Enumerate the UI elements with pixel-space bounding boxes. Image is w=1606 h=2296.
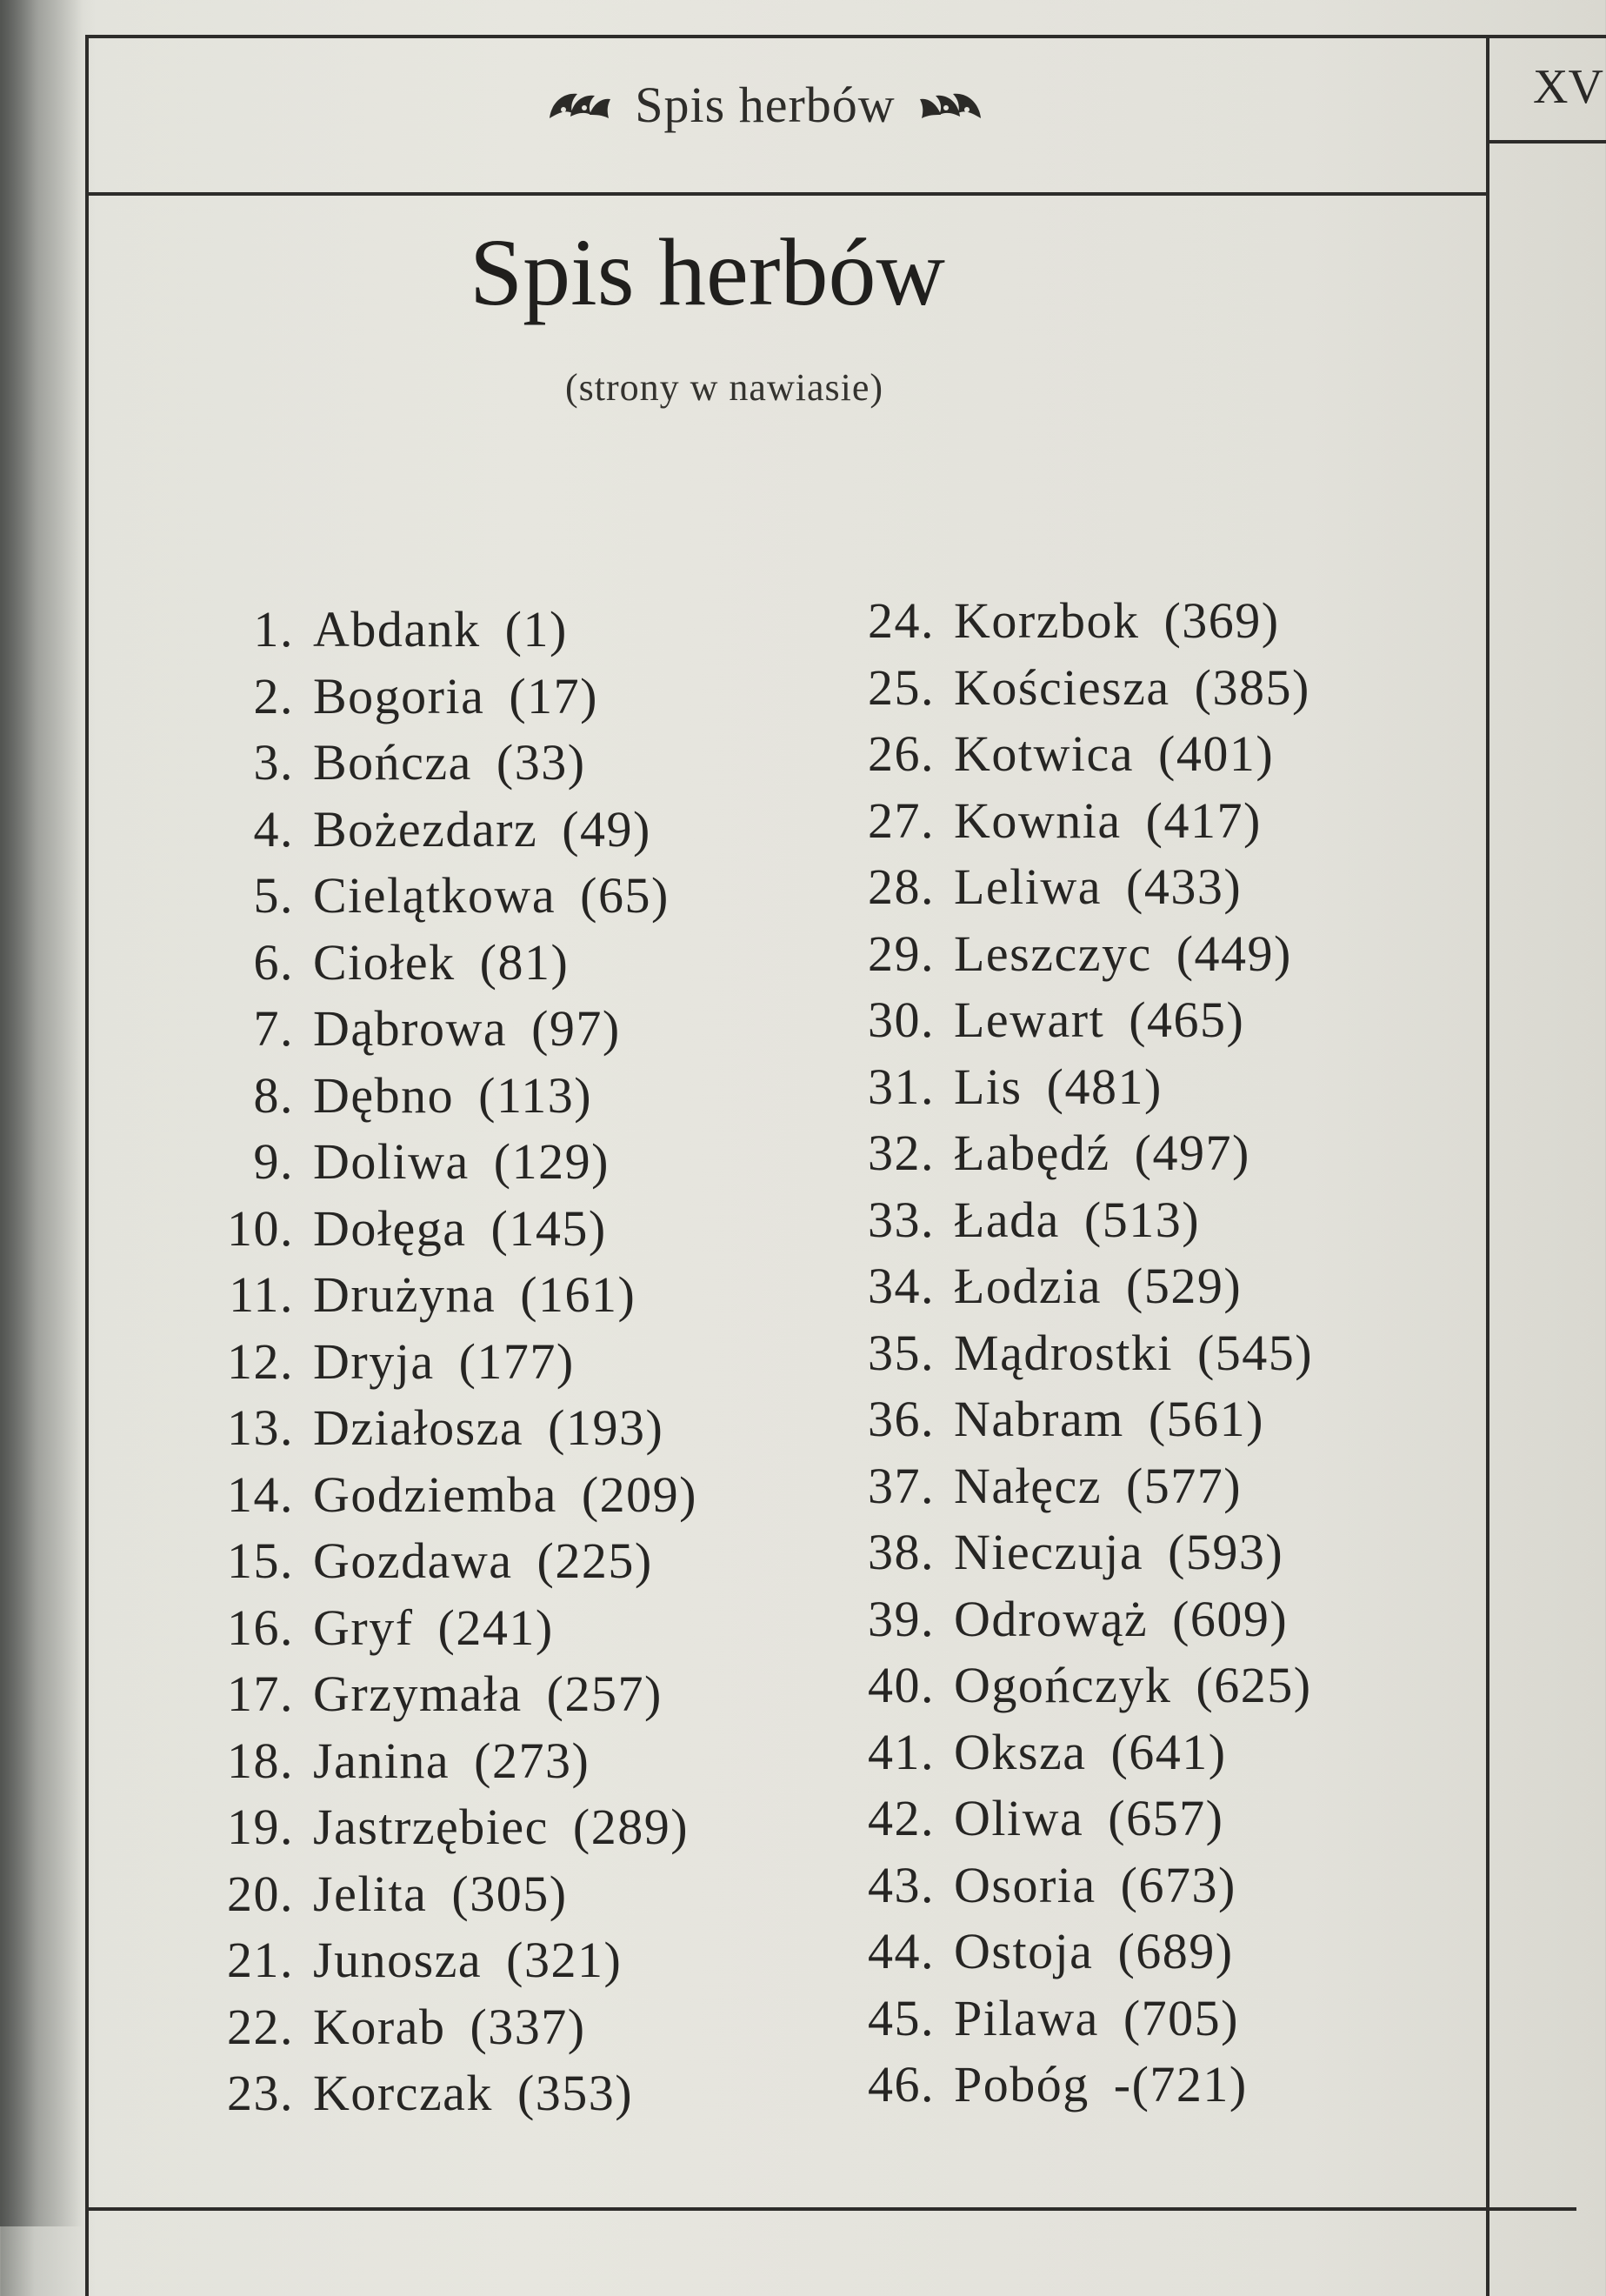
entry-page: (305) [451,1865,568,1922]
entry-number: 42. [868,1790,935,1846]
entry-page: (385) [1194,658,1310,716]
entry-number: 1. [253,601,294,657]
entry-page: (481) [1046,1058,1163,1115]
list-item [209,1398,697,1465]
entry-name: Działosza [313,1399,524,1456]
list-item [856,1590,1313,1657]
list-item [856,1457,1313,1524]
entry-number: 25. [868,658,935,716]
entry-page: (449) [1176,924,1292,982]
entry-number: 13. [227,1399,294,1456]
entry-number: 26. [868,725,935,782]
entry-number: 41. [868,1723,935,1780]
list-item [856,1124,1313,1191]
entry-page: (401) [1158,725,1275,782]
entry-page: (257) [546,1665,663,1722]
entry-number: 7. [253,1000,294,1057]
entry-name: Leliwa [954,858,1103,915]
page-subtitle: (strony w nawiasie) [565,366,884,409]
entry-name: Lewart [954,991,1105,1048]
entry-page: (49) [562,800,651,858]
entry-name: Łabędź [954,1125,1110,1181]
entry-name: Doliwa [313,1133,470,1190]
entry-number: 33. [868,1191,935,1248]
entry-page: (577) [1125,1457,1243,1514]
entry-page: (337) [470,1998,586,2055]
entry-page: (593) [1168,1524,1284,1580]
running-head [513,65,1017,144]
next-page-number: XV [1533,60,1603,114]
entry-number: 4. [253,800,294,858]
entry-number: 6. [253,933,294,991]
entry-page: (657) [1108,1790,1224,1846]
entry-page: (129) [493,1133,610,1190]
entry-name: Dryja [313,1332,435,1390]
entry-number: 17. [227,1665,294,1722]
list-item [856,658,1313,725]
list-item [209,1599,697,1665]
entry-name: Bończa [313,734,472,791]
list-item [209,1732,697,1799]
entry-name: Odrowąż [954,1590,1149,1647]
entry-number: 19. [227,1799,294,1855]
entry-name: Kownia [954,791,1122,849]
list-item [856,1390,1313,1457]
entry-number: 34. [868,1258,935,1314]
entry-number: 10. [227,1199,294,1257]
entry-number: 35. [868,1324,935,1381]
entry-page: (321) [506,1932,623,1988]
list-item [209,933,697,1000]
entry-name: Lis [954,1058,1023,1115]
list-item [856,1324,1313,1391]
entry-number: 9. [253,1133,294,1190]
list-item [856,1989,1313,2056]
entry-name: Leszczyc [954,924,1152,982]
bottom-rule [85,2207,1576,2211]
entry-number: 23. [227,2065,294,2121]
list-item [209,1865,697,1932]
entry-page: (641) [1110,1723,1227,1780]
entry-number: 15. [227,1532,294,1589]
list-item [209,999,697,1066]
list-item [209,1265,697,1332]
list-item [209,1532,697,1599]
entry-page: (513) [1083,1191,1201,1248]
list-item [209,1465,697,1532]
entry-name: Dąbrowa [313,1000,508,1057]
list-item [856,1856,1313,1923]
entry-name: Ostoja [954,1923,1094,1979]
entry-name: Łodzia [954,1258,1103,1314]
entry-number: 27. [868,791,935,849]
entry-name: Korab [313,1998,446,2055]
entry-number: 28. [868,858,935,915]
entry-name: Cielątkowa [313,867,556,924]
entry-name: Junosza [313,1932,483,1988]
list-item [209,667,697,734]
entry-number: 37. [868,1457,935,1514]
entry-number: 20. [227,1865,294,1922]
entry-name: Pobóg [954,2056,1090,2112]
entry-number: 29. [868,924,935,982]
list-item [209,1798,697,1865]
entry-page: (433) [1126,858,1243,915]
entry-name: Bożezdarz [313,800,538,858]
list-item [209,1931,697,1998]
entry-number: 46. [868,2056,935,2112]
entry-page: (465) [1129,991,1245,1048]
list-item [856,1723,1313,1790]
entry-name: Mądrostki [954,1324,1173,1381]
entry-page: (497) [1134,1125,1250,1181]
list-item [209,2064,697,2131]
entry-number: 40. [868,1657,935,1713]
entry-name: Kościesza [954,658,1170,716]
entry-page: (161) [520,1266,636,1323]
entry-name: Oliwa [954,1790,1084,1846]
list-item [209,866,697,933]
entry-number: 3. [253,734,294,791]
entry-name: Drużyna [313,1266,496,1323]
entry-number: 18. [227,1732,294,1789]
list-item [856,924,1313,991]
entry-name: Bogoria [313,667,485,724]
entry-name: Łada [954,1191,1060,1248]
left-index-column [209,600,697,2131]
entry-page: (209) [581,1465,697,1523]
entry-page: (65) [580,867,670,924]
list-item [856,2055,1313,2122]
entry-name: Dębno [313,1066,455,1124]
entry-number: 16. [227,1599,294,1656]
entry-page: -(721) [1113,2056,1248,2112]
entry-number: 5. [253,867,294,924]
entry-number: 21. [227,1932,294,1988]
entry-page: (289) [572,1799,690,1855]
entry-page: (673) [1120,1856,1236,1913]
list-item [209,1665,697,1732]
list-item [209,600,697,667]
list-item [856,591,1313,658]
entry-number: 44. [868,1923,935,1979]
entry-page: (369) [1163,592,1280,649]
entry-page: (17) [509,667,598,724]
entry-name: Abdank [313,601,481,657]
entry-name: Osoria [954,1856,1096,1913]
entry-name: Godziemba [313,1465,557,1523]
entry-page: (529) [1126,1258,1243,1314]
entry-name: Nałęcz [954,1457,1102,1514]
entry-number: 45. [868,1989,935,2046]
entry-name: Jelita [313,1865,428,1922]
entry-number: 38. [868,1524,935,1580]
entry-name: Jastrzębiec [313,1799,549,1855]
entry-name: Janina [313,1732,450,1789]
right-leaf-ornament-icon [916,83,984,125]
entry-page: (193) [548,1399,664,1456]
entry-page: (97) [531,1000,621,1057]
list-item [209,1332,697,1399]
entry-page: (1) [504,601,568,657]
entry-name: Kotwica [954,725,1134,782]
entry-page: (177) [458,1332,575,1390]
list-item [856,1257,1313,1324]
entry-page: (625) [1196,1657,1312,1713]
entry-page: (545) [1196,1324,1314,1381]
list-item [856,1656,1313,1723]
entry-page: (609) [1172,1590,1289,1647]
entry-name: Korzbok [954,592,1140,649]
list-item [856,1922,1313,1989]
entry-name: Gozdawa [313,1532,513,1589]
entry-name: Oksza [954,1723,1087,1780]
entry-page: (689) [1117,1923,1234,1979]
entry-page: (705) [1123,1989,1239,2046]
entry-page: (241) [437,1599,554,1656]
page-title: Spis herbów [470,219,945,325]
list-item [856,1789,1313,1856]
list-item [209,800,697,867]
entry-name: Ogończyk [954,1657,1172,1713]
list-item [856,1523,1313,1590]
entry-number: 24. [868,592,935,649]
entry-page: (273) [474,1732,590,1789]
entry-number: 30. [868,991,935,1048]
list-item [856,791,1313,858]
entry-number: 8. [253,1066,294,1124]
list-item [856,858,1313,924]
page-gutter-shadow [0,0,83,2226]
entry-name: Dołęga [313,1199,467,1257]
entry-page: (225) [536,1532,653,1589]
entry-name: Korczak [313,2065,493,2121]
list-item [209,733,697,800]
entry-number: 11. [229,1266,294,1323]
entry-number: 22. [227,1998,294,2055]
entry-name: Grzymała [313,1665,523,1722]
entry-name: Ciołek [313,933,456,991]
entry-page: (353) [516,2065,634,2121]
entry-number: 36. [868,1391,935,1447]
entry-number: 43. [868,1856,935,1913]
list-item [209,1132,697,1199]
list-item [856,1058,1313,1125]
entry-number: 31. [868,1058,935,1115]
entry-number: 39. [868,1590,935,1647]
entry-name: Nabram [954,1391,1124,1447]
entry-page: (113) [478,1066,593,1124]
entry-page: (33) [496,734,586,791]
list-item [209,1998,697,2065]
running-head-title: Spis herbów [635,76,896,133]
right-index-column [856,591,1313,2122]
entry-page: (417) [1145,791,1262,849]
entry-page: (81) [479,933,570,991]
entry-page: (145) [490,1199,607,1257]
entry-number: 12. [227,1332,294,1390]
entry-number: 2. [253,667,294,724]
list-item [209,1199,697,1266]
entry-name: Nieczuja [954,1524,1144,1580]
entry-name: Pilawa [954,1989,1099,2046]
entry-number: 32. [868,1125,935,1181]
left-leaf-ornament-icon [546,83,614,125]
list-item [856,991,1313,1058]
entry-page: (561) [1148,1391,1264,1447]
list-item [856,724,1313,791]
entry-number: 14. [227,1465,294,1523]
entry-name: Gryf [313,1599,414,1656]
list-item [856,1191,1313,1258]
list-item [209,1066,697,1133]
